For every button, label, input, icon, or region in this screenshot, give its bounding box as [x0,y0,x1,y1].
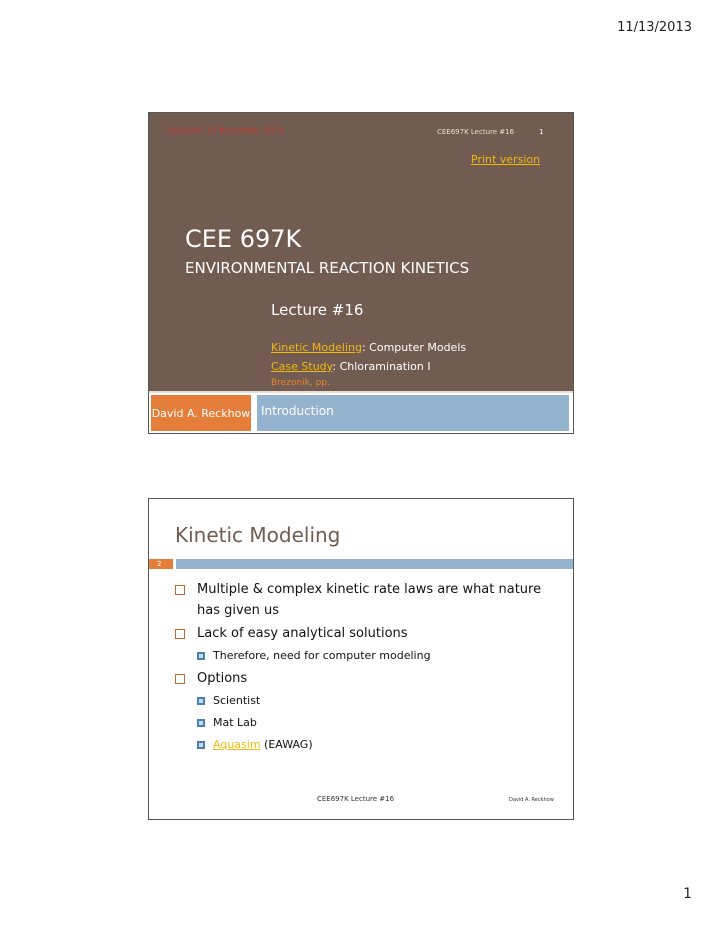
slide-1 [148,112,574,434]
list-item [175,579,555,621]
list-item-text: Therefore, need for computer modeling [213,649,431,662]
slide-number: 1 [539,128,544,136]
list-item-text: Multiple & complex kinetic rate laws are what nature has given us [197,582,542,618]
lecture-number: Lecture #16 [271,301,364,319]
bullet-list [175,579,555,757]
topic-line-1 [271,341,466,354]
page-number: 1 [683,886,692,902]
slide-header: CEE697K Lecture #16 [437,128,515,136]
topic-line-1-text: : Computer Models [361,341,467,354]
print-version-link[interactable]: Print version [471,153,541,166]
page-date: 11/13/2013 [617,20,692,35]
kinetic-modeling-link[interactable]: Kinetic Modeling [271,341,362,354]
list-item [175,668,555,689]
list-item-text: (EAWAG) [260,738,313,751]
topic-line-2-text: : Chloramination I [332,360,431,373]
sub-list-item [175,713,555,733]
checkbox-bullet-icon [175,585,185,595]
course-title: CEE 697K [185,225,302,253]
list-item-text: Mat Lab [213,716,257,729]
reference-text: Brezonik, pp. [271,378,330,388]
sub-list-item [175,735,555,755]
footer-divider [149,391,573,393]
sub-list-item [175,691,555,711]
list-item-text: Scientist [213,694,261,707]
updated-date: Updated: 13 November 2013 [167,126,284,135]
footer-section [257,395,569,431]
square-bullet-icon [197,652,205,660]
case-study-link[interactable]: Case Study [271,360,333,373]
slide-2 [148,498,574,820]
slide-author: David A. Reckhow [509,797,554,803]
title-underline-bar [176,559,573,569]
slide-footer: CEE697K Lecture #16 [317,795,395,803]
course-subtitle: ENVIRONMENTAL REACTION KINETICS [185,259,470,277]
square-bullet-icon [197,741,205,749]
checkbox-bullet-icon [175,629,185,639]
list-item-text: Options [197,671,248,686]
list-item-text: Lack of easy analytical solutions [197,626,408,641]
footer-author: David A. Reckhow [151,395,251,431]
slide-number: 2 [157,560,162,568]
sub-list-item [175,646,555,666]
square-bullet-icon [197,697,205,705]
aquasim-link[interactable]: Aquasim [213,738,261,751]
slide-title: Kinetic Modeling [175,523,341,547]
square-bullet-icon [197,719,205,727]
checkbox-bullet-icon [175,674,185,684]
topic-line-2 [271,360,431,373]
slide-1-background [149,113,573,391]
list-item [175,623,555,644]
footer-section-label: Introduction [261,404,334,418]
